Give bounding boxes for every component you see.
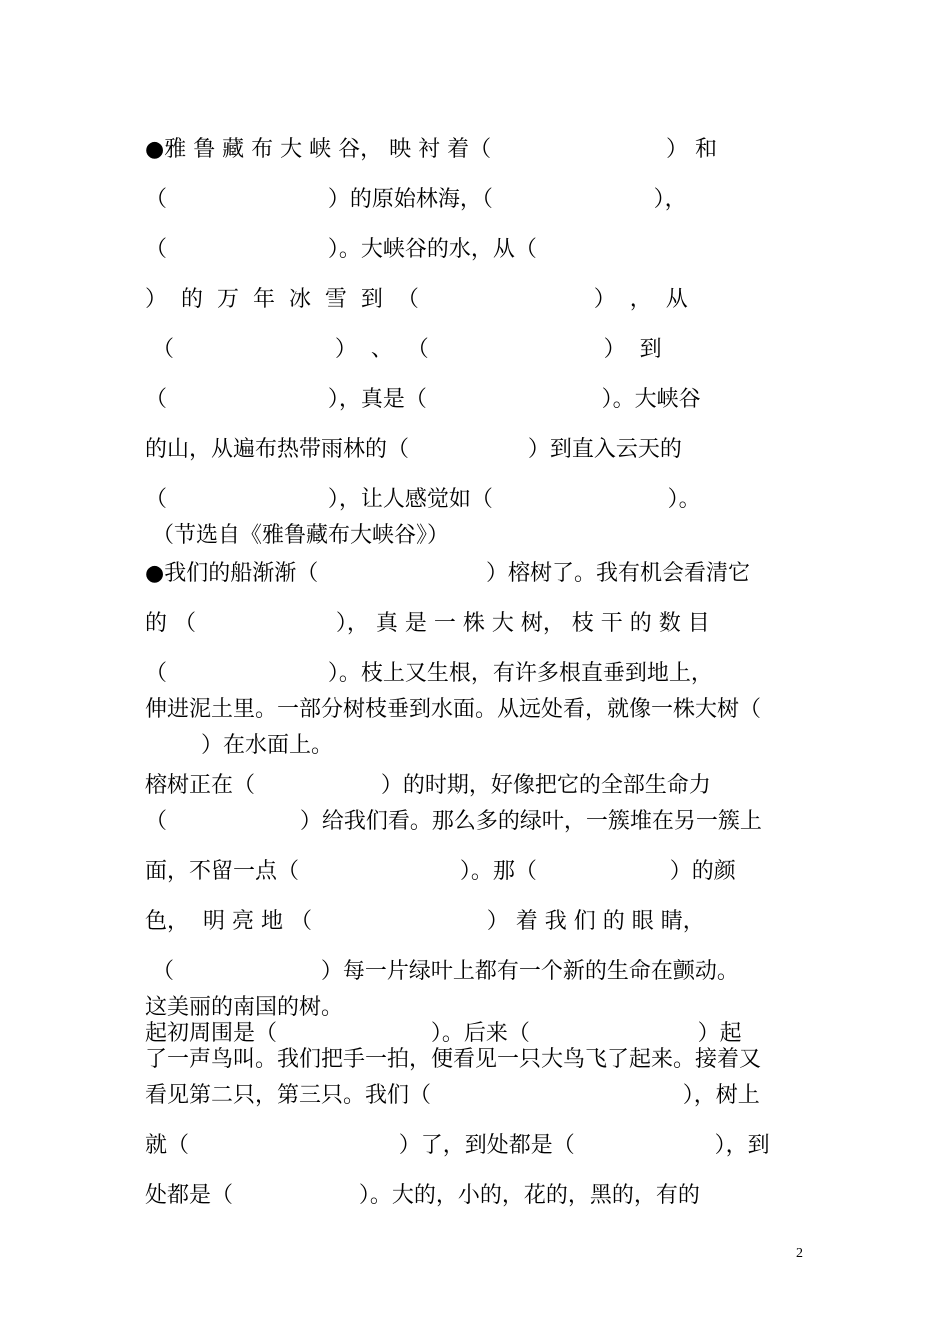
text-line: 起初周围是（ ）。后来（ ）起 <box>145 1021 742 1046</box>
text-line: （ ），让人感觉如（ ）。 <box>145 487 701 512</box>
text-line: 面，不留一点（ ）。那（ ）的颜 <box>145 859 736 884</box>
text-line: ） 的 万 年 冰 雪 到 （ ） ， 从 <box>145 287 688 312</box>
text-line: （ ），真是（ ）。大峡谷 <box>145 387 701 412</box>
text-line: 的山，从遍布热带雨林的（ ）到直入云天的 <box>145 437 682 462</box>
text-line: （ ）。大峡谷的水，从（ <box>145 237 537 262</box>
text-line: ●雅 鲁 藏 布 大 峡 谷， 映 衬 着（ ） 和 <box>145 137 717 162</box>
text-line: 就（ ）了，到处都是（ ），到 <box>145 1133 770 1158</box>
text-line: （ ）给我们看。那么多的绿叶，一簇堆在另一簇上 <box>145 809 762 834</box>
text-line: 的 （ ）， 真 是 一 株 大 树， 枝 干 的 数 目 <box>145 611 710 636</box>
text-line: 伸进泥土里。一部分树枝垂到水面。从远处看，就像一株大树（ <box>145 697 762 722</box>
text-line: （ ） 、 （ ） 到 <box>145 337 662 362</box>
text-line: ）在水面上。 <box>145 733 333 758</box>
page-number: 2 <box>796 1246 803 1261</box>
text-line: 色， 明 亮 地 （ ） 着 我 们 的 眼 睛， <box>145 909 705 934</box>
source-citation: （节选自《雅鲁藏布大峡谷》） <box>145 523 449 548</box>
text-line: （ ）。枝上又生根，有许多根直垂到地上， <box>145 661 713 686</box>
text-line: （ ）每一片绿叶上都有一个新的生命在颤动。 <box>145 959 739 984</box>
text-line: 看见第二只，第三只。我们（ ），树上 <box>145 1083 760 1108</box>
text-line: 榕树正在（ ）的时期，好像把它的全部生命力 <box>145 773 711 798</box>
text-line: 了一声鸟叫。我们把手一拍，便看见一只大鸟飞了起来。接着又 <box>145 1047 762 1072</box>
text-line: ●我们的船渐渐（ ）榕树了。我有机会看清它 <box>145 561 751 586</box>
text-line: （ ）的原始林海，（ ）， <box>145 187 687 212</box>
text-line: 处都是（ ）。大的，小的，花的，黑的，有的 <box>145 1183 700 1208</box>
text-line: 这美丽的南国的树。 <box>145 995 344 1020</box>
